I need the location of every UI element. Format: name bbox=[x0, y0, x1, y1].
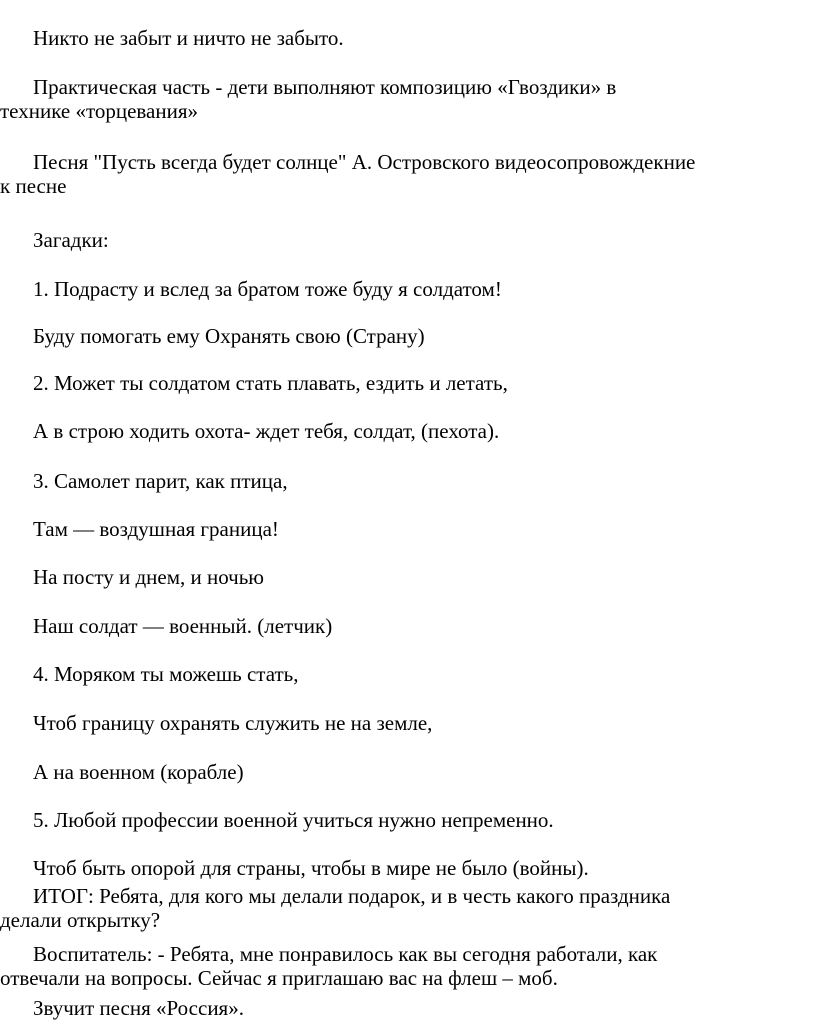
paragraph-practical-part bbox=[0, 75, 814, 123]
paragraph-line: отвечали на вопросы. Сейчас я приглашаю вас на флеш – моб. bbox=[0, 966, 558, 990]
riddle-line: Наш солдат — военный. (летчик) bbox=[33, 614, 333, 638]
paragraph-line: Воспитатель: - Ребята, мне понравилось как вы сегодня работали, как bbox=[33, 942, 658, 966]
riddle-line: Там — воздушная граница! bbox=[33, 517, 279, 541]
riddle-line: 4. Моряком ты можешь стать, bbox=[33, 662, 299, 686]
paragraph-teacher bbox=[0, 942, 814, 990]
riddle-line: На посту и днем, и ночью bbox=[33, 565, 264, 589]
paragraph-line: Песня "Пусть всегда будет солнце" А. Островского видеосопровождекние bbox=[33, 150, 696, 174]
riddle-line: Чтоб быть опорой для страны, чтобы в мире не было (войны). bbox=[33, 856, 589, 880]
paragraph-line: ИТОГ: Ребята, для кого мы делали подарок, и в честь какого праздника bbox=[33, 884, 671, 908]
riddle-line: А на военном (корабле) bbox=[33, 760, 244, 784]
paragraph-line: Практическая часть - дети выполняют композицию «Гвоздики» в bbox=[33, 75, 617, 99]
riddle-line: 1. Подрасту и вслед за братом тоже буду я солдатом! bbox=[33, 277, 502, 301]
riddles-heading: Загадки: bbox=[33, 228, 109, 252]
riddle-line: 2. Может ты солдатом стать плавать, ездить и летать, bbox=[33, 371, 508, 395]
riddle-line: Чтоб границу охранять служить не на земле, bbox=[33, 711, 433, 735]
riddle-line: Буду помогать ему Охранять свою (Страну) bbox=[33, 324, 425, 348]
riddle-line: А в строю ходить охота- ждет тебя, солдат, (пехота). bbox=[33, 419, 500, 443]
paragraph-song bbox=[0, 150, 814, 198]
riddle-line: 3. Самолет парит, как птица, bbox=[33, 469, 288, 493]
paragraph-intro: Никто не забыт и ничто не забыто. bbox=[33, 26, 344, 50]
paragraph-line: к песне bbox=[0, 174, 67, 198]
paragraph-closing-song: Звучит песня «Россия». bbox=[33, 996, 244, 1020]
paragraph-summary bbox=[0, 884, 814, 932]
paragraph-line: делали открытку? bbox=[0, 908, 161, 932]
riddle-line: 5. Любой профессии военной учиться нужно непременно. bbox=[33, 808, 554, 832]
paragraph-line: технике «торцевания» bbox=[0, 99, 199, 123]
